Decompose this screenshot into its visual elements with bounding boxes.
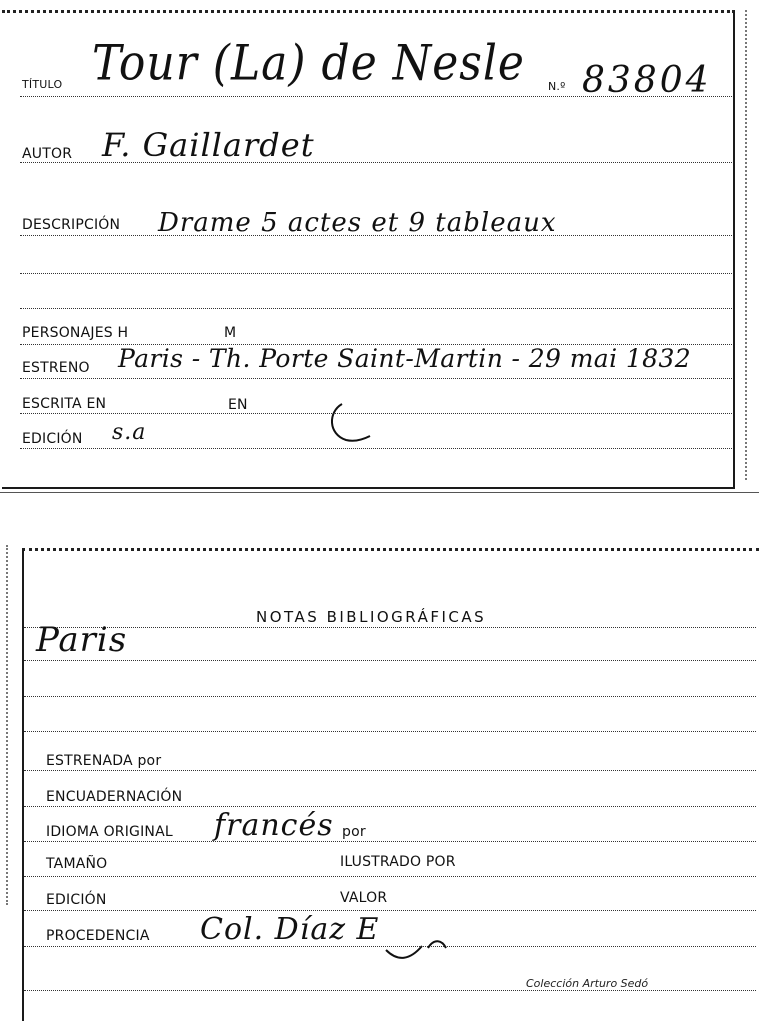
idioma-label: IDIOMA ORIGINAL <box>46 824 173 840</box>
rule-estreno <box>20 378 732 379</box>
autor-label: AUTOR <box>22 146 73 162</box>
rule-blank-2 <box>20 308 732 309</box>
ilustrado-label: ILUSTRADO POR <box>340 854 456 870</box>
tamano-label: TAMAÑO <box>46 856 108 872</box>
autor-value: F. Gaillardet <box>102 126 315 164</box>
procedencia-value: Col. Díaz E <box>200 912 380 947</box>
coleccion-stamp: Colección Arturo Sedó <box>526 977 649 990</box>
rule-edicion <box>20 448 732 449</box>
idioma-value: francés <box>214 808 334 843</box>
titulo-label: TÍTULO <box>22 78 63 91</box>
edicion-label-back: EDICIÓN <box>46 892 107 908</box>
card-edge-speckle-left <box>6 545 8 905</box>
numero-label: N.º <box>548 80 566 93</box>
rule-bottom <box>24 990 756 991</box>
rule-estrenada <box>24 770 756 771</box>
rule-blank-1 <box>20 273 732 274</box>
rule-notas-4 <box>24 731 756 732</box>
titulo-value: Tour (La) de Nesle <box>92 35 525 92</box>
rule-encuadernacion <box>24 806 756 807</box>
descripcion-label: DESCRIPCIÓN <box>22 217 121 233</box>
estreno-value: Paris - Th. Porte Saint-Martin - 29 mai 1832 <box>118 344 692 373</box>
estreno-label: ESTRENO <box>22 360 90 376</box>
encuadernacion-label: ENCUADERNACIÓN <box>46 789 183 805</box>
notas-heading: NOTAS BIBLIOGRÁFICAS <box>256 608 487 626</box>
notas-value: Paris <box>36 620 128 660</box>
ink-mark-procedencia <box>380 922 460 962</box>
card-edge-speckle <box>745 10 747 480</box>
por-label: por <box>342 824 366 840</box>
rule-notas-2 <box>24 660 756 661</box>
rule-notas-1 <box>24 627 756 628</box>
card-separator <box>0 492 759 493</box>
rule-notas-3 <box>24 696 756 697</box>
rule-edicion-back <box>24 910 756 911</box>
edicion-label-front: EDICIÓN <box>22 431 83 447</box>
procedencia-label: PROCEDENCIA <box>46 928 150 944</box>
ink-mark <box>322 400 382 446</box>
escrita-en-label: ESCRITA EN <box>22 396 107 412</box>
valor-label: VALOR <box>340 890 388 906</box>
en-label: EN <box>228 397 248 413</box>
personajes-label: PERSONAJES H <box>22 325 129 341</box>
descripcion-value: Drame 5 actes et 9 tableaux <box>158 208 557 238</box>
numero-value: 83804 <box>582 60 712 101</box>
m-label: M <box>224 325 237 341</box>
rule-tamano <box>24 876 756 877</box>
estrenada-label: ESTRENADA por <box>46 753 162 769</box>
edicion-value-front: s.a <box>112 420 147 445</box>
rule-idioma <box>24 841 756 842</box>
